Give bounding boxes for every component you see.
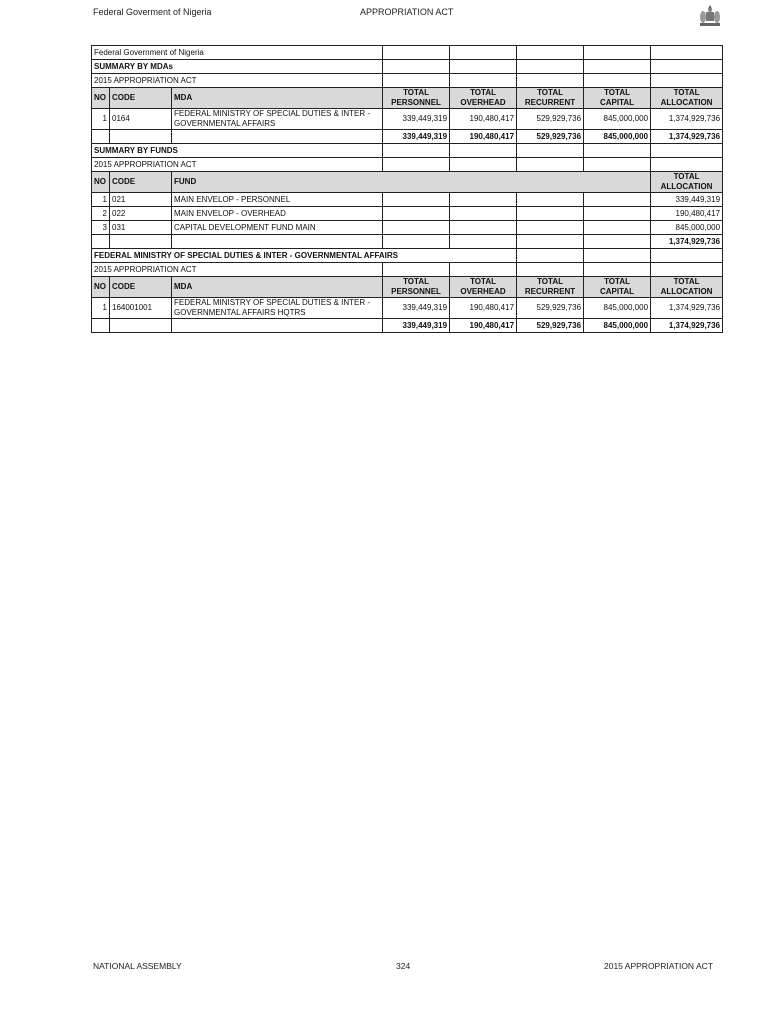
- table-row: [92, 109, 723, 130]
- total-capital: 845,000,000: [584, 130, 651, 144]
- col-header-allocation: TOTAL ALLOCATION: [651, 277, 723, 298]
- col-header-allocation: TOTAL ALLOCATION: [651, 88, 723, 109]
- total-allocation: 1,374,929,736: [651, 130, 723, 144]
- column-header-row: [92, 172, 723, 193]
- table-row: [92, 193, 723, 207]
- col-header-recurrent: TOTAL RECURRENT: [517, 277, 584, 298]
- column-header-row: [92, 277, 723, 298]
- row-allocation: 339,449,319: [651, 193, 723, 207]
- col-header-fund: FUND: [172, 172, 651, 193]
- row-mda: FEDERAL MINISTRY OF SPECIAL DUTIES & INTER - GOVERNMENTAL AFFAIRS HQTRS: [172, 298, 383, 319]
- row-no: 1: [92, 193, 110, 207]
- row-overhead: 190,480,417: [450, 109, 517, 130]
- row-mda: FEDERAL MINISTRY OF SPECIAL DUTIES & INTER - GOVERNMENTAL AFFAIRS: [172, 109, 383, 130]
- page-header-title: APPROPRIATION ACT: [360, 7, 454, 17]
- row-code: 031: [110, 221, 172, 235]
- total-recurrent: 529,929,736: [517, 130, 584, 144]
- total-personnel: 339,449,319: [383, 319, 450, 333]
- row-allocation: 1,374,929,736: [651, 298, 723, 319]
- page-header-left: Federal Goverment of Nigeria: [93, 7, 212, 17]
- act-year-label: 2015 APPROPRIATION ACT: [92, 74, 383, 88]
- col-header-capital: TOTAL CAPITAL: [584, 277, 651, 298]
- row-recurrent: 529,929,736: [517, 109, 584, 130]
- appropriation-table: [91, 45, 723, 333]
- ministry-title: FEDERAL MINISTRY OF SPECIAL DUTIES & INTER - GOVERNMENTAL AFFAIRS: [92, 249, 517, 263]
- total-recurrent: 529,929,736: [517, 319, 584, 333]
- summary-funds-title: SUMMARY BY FUNDS: [92, 144, 383, 158]
- row-overhead: 190,480,417: [450, 298, 517, 319]
- section-title-row: [92, 46, 723, 60]
- col-header-code: CODE: [110, 172, 172, 193]
- row-no: 1: [92, 298, 110, 319]
- row-capital: 845,000,000: [584, 298, 651, 319]
- row-code: 021: [110, 193, 172, 207]
- col-header-overhead: TOTAL OVERHEAD: [450, 88, 517, 109]
- col-header-no: NO: [92, 172, 110, 193]
- total-overhead: 190,480,417: [450, 130, 517, 144]
- row-recurrent: 529,929,736: [517, 298, 584, 319]
- footer-left: NATIONAL ASSEMBLY: [93, 961, 182, 971]
- row-no: 3: [92, 221, 110, 235]
- total-row: [92, 235, 723, 249]
- col-header-personnel: TOTAL PERSONNEL: [383, 88, 450, 109]
- col-header-overhead: TOTAL OVERHEAD: [450, 277, 517, 298]
- col-header-no: NO: [92, 88, 110, 109]
- row-code: 022: [110, 207, 172, 221]
- total-row: [92, 130, 723, 144]
- row-fund: CAPITAL DEVELOPMENT FUND MAIN: [172, 221, 383, 235]
- total-allocation: 1,374,929,736: [651, 319, 723, 333]
- col-header-allocation: TOTAL ALLOCATION: [651, 172, 723, 193]
- act-year-label: 2015 APPROPRIATION ACT: [92, 263, 383, 277]
- row-personnel: 339,449,319: [383, 109, 450, 130]
- row-no: 2: [92, 207, 110, 221]
- row-code: 164001001: [110, 298, 172, 319]
- row-allocation: 1,374,929,736: [651, 109, 723, 130]
- col-header-code: CODE: [110, 88, 172, 109]
- page-number: 324: [396, 961, 411, 971]
- col-header-capital: TOTAL CAPITAL: [584, 88, 651, 109]
- summary-mdas-title: SUMMARY BY MDAs: [92, 60, 383, 74]
- row-allocation: 845,000,000: [651, 221, 723, 235]
- total-capital: 845,000,000: [584, 319, 651, 333]
- col-header-personnel: TOTAL PERSONNEL: [383, 277, 450, 298]
- col-header-mda: MDA: [172, 277, 383, 298]
- row-capital: 845,000,000: [584, 109, 651, 130]
- total-row: [92, 319, 723, 333]
- row-personnel: 339,449,319: [383, 298, 450, 319]
- col-header-code: CODE: [110, 277, 172, 298]
- table-row: [92, 298, 723, 319]
- act-year-label: 2015 APPROPRIATION ACT: [92, 158, 383, 172]
- total-personnel: 339,449,319: [383, 130, 450, 144]
- table-row: [92, 207, 723, 221]
- table-row: [92, 221, 723, 235]
- col-header-no: NO: [92, 277, 110, 298]
- row-no: 1: [92, 109, 110, 130]
- footer-right: 2015 APPROPRIATION ACT: [604, 961, 713, 971]
- col-header-mda: MDA: [172, 88, 383, 109]
- total-allocation: 1,374,929,736: [651, 235, 723, 249]
- table-title: Federal Government of Nigeria: [92, 46, 383, 60]
- row-code: 0164: [110, 109, 172, 130]
- row-allocation: 190,480,417: [651, 207, 723, 221]
- col-header-recurrent: TOTAL RECURRENT: [517, 88, 584, 109]
- row-fund: MAIN ENVELOP - PERSONNEL: [172, 193, 383, 207]
- row-fund: MAIN ENVELOP - OVERHEAD: [172, 207, 383, 221]
- coat-of-arms-icon: [697, 4, 723, 28]
- total-overhead: 190,480,417: [450, 319, 517, 333]
- column-header-row: [92, 88, 723, 109]
